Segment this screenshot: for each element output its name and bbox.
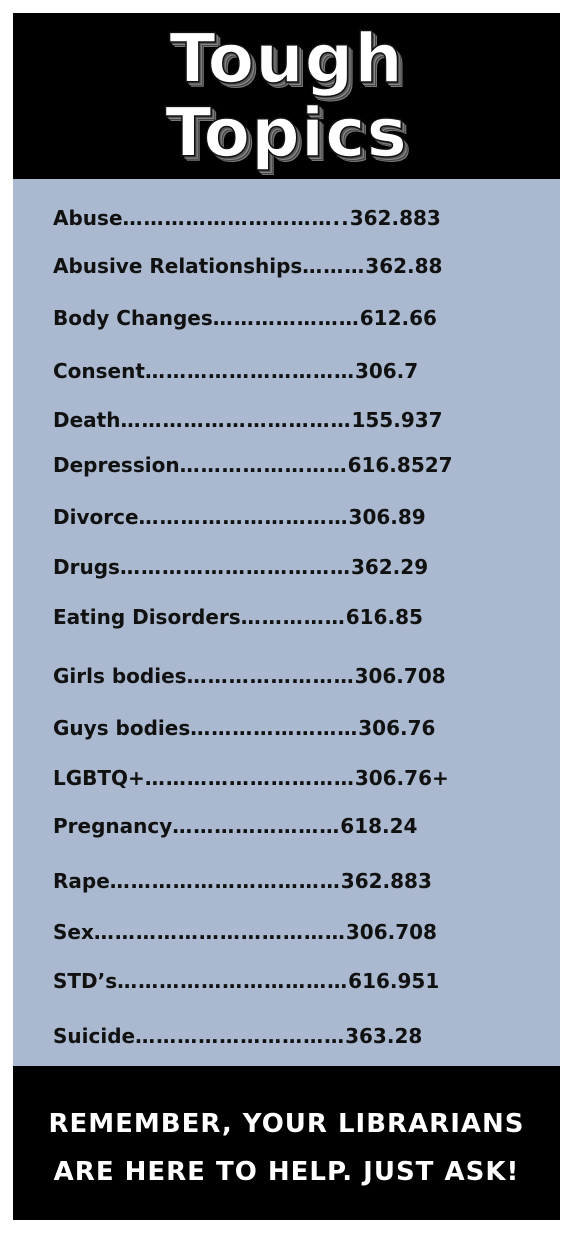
call-number: 362.29 [350,555,429,579]
leader-dots: ………………………… [135,1024,346,1048]
topic-name: Guys bodies [53,716,191,740]
topic-name: Suicide [53,1024,136,1048]
call-number: 612.66 [359,306,437,330]
call-number: 362.88 [365,254,443,278]
footer-line-2: ARE HERE TO HELP. JUST ASK! [53,1157,520,1187]
title-line-1: Tough [169,20,404,99]
topic-name: Consent [53,359,145,383]
topic-name: LGBTQ+ [53,766,145,790]
leader-dots: ………………………… [144,766,355,790]
call-number: 363.28 [345,1024,423,1048]
leader-dots: …………………………… [119,555,351,579]
leader-dots: …………………… [190,716,359,740]
topic-name: Sex [53,920,94,944]
call-number: 616.951 [348,969,440,993]
footer-line-1: REMEMBER, YOUR LIBRARIANS [48,1109,525,1139]
topic-row [53,866,553,896]
topic-name: STD’s [53,969,118,993]
topic-name: Eating Disorders [53,605,241,629]
call-number: 306.76+ [354,766,449,790]
call-number: 306.708 [345,920,437,944]
topic-name: Girls bodies [53,664,187,688]
call-number: 306.708 [354,664,446,688]
leader-dots: …………………………… [117,969,349,993]
topic-name: Body Changes [53,306,213,330]
topic-row [53,763,553,793]
call-number: 362.883 [340,869,432,893]
leader-dots: ……… [302,254,366,278]
topic-row [53,811,553,841]
leader-dots: …………… [240,605,346,629]
call-number: 618.24 [340,814,418,838]
title-banner [13,13,560,179]
call-number: 306.7 [354,359,419,383]
topic-name: Divorce [53,505,139,529]
leader-dots: ………………………….. [122,206,350,230]
topic-row [53,251,553,281]
topic-row [53,917,553,947]
topic-row [53,303,553,333]
topic-row [53,1021,553,1051]
leader-dots: …………………………… [120,408,352,432]
leader-dots: …………………… [172,814,341,838]
topic-row [53,203,553,233]
title-line-2: Topics [165,94,408,173]
topic-row [53,450,553,480]
leader-dots: …………………… [186,664,355,688]
topic-name: Rape [53,869,110,893]
topic-row [53,661,553,691]
tough-topics-card [13,13,560,1220]
topic-name: Abuse [53,206,123,230]
leader-dots: ……………………………… [93,920,346,944]
leader-dots: ………………………… [138,505,349,529]
call-number: 306.76 [358,716,436,740]
topic-name: Pregnancy [53,814,173,838]
topic-row [53,405,553,435]
call-number: 616.8527 [347,453,453,477]
topic-row [53,356,553,386]
topic-name: Abusive Relationships [53,254,303,278]
footer-banner [13,1066,560,1220]
topic-row [53,713,553,743]
topic-name: Depression [53,453,180,477]
call-number: 306.89 [348,505,426,529]
leader-dots: ………………… [212,306,360,330]
call-number: 155.937 [351,408,443,432]
call-number: 362.883 [349,206,441,230]
leader-dots: …………………… [179,453,348,477]
leader-dots: ………………………… [144,359,355,383]
topic-name: Drugs [53,555,120,579]
topic-row [53,602,553,632]
topic-row [53,552,553,582]
topic-name: Death [53,408,121,432]
topic-row [53,502,553,532]
call-number: 616.85 [345,605,423,629]
leader-dots: …………………………… [109,869,341,893]
topic-row [53,966,553,996]
